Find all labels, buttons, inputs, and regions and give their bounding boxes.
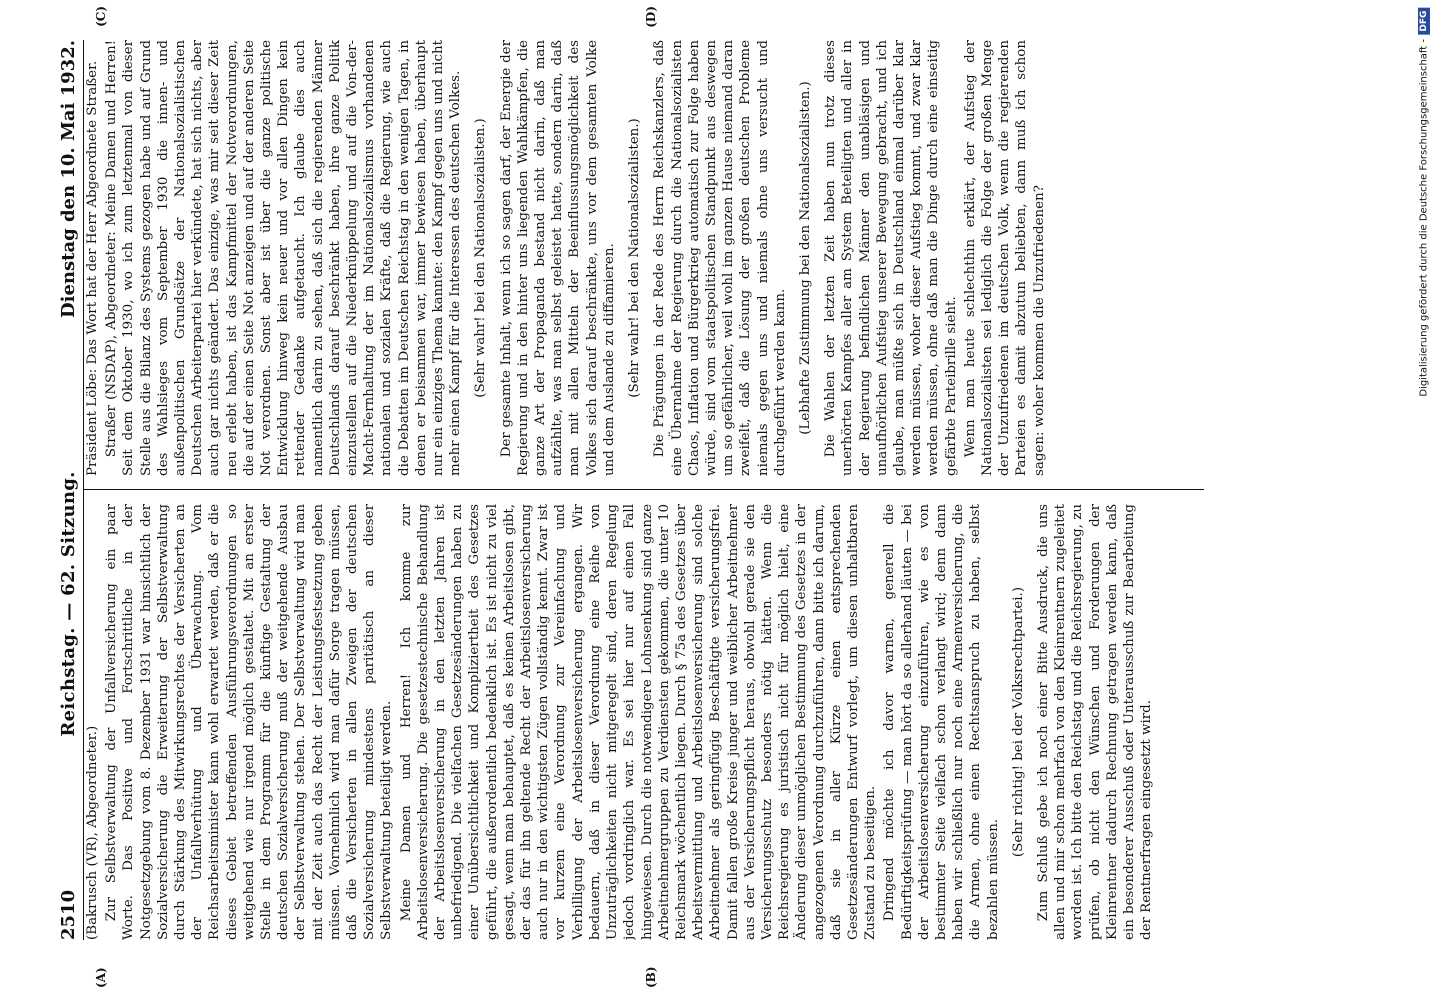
page-number: 2510 — [58, 889, 79, 940]
margin-marker-d: (D) — [644, 6, 658, 28]
right-paragraph: Wenn man heute schlechthin erklärt, der Aufstieg der Nationalsozialisten sei lediglich die Folge der großen Menge der Unzufriedenen im deutschen Volk, wenn die regierenden Parteien es damit abzutun beliebten, dann muß ich schon sagen: woher kommen die Unzufriedenen? — [962, 40, 1047, 476]
right-paragraph: Der gesamte Inhalt, wenn ich so sagen darf, der Energie der Regierung und in den hinter uns liegenden Wahlkämpfen, die ganze Art der Propaganda bestand nicht darin, daß man aufzählte, was man selbst geleistet hatte, sondern darin, daß man mit allen Mitteln der Beeinflussungsmöglichkeit des Volkes sich darauf beschränkte, uns vor dem gesamten Volke und dem Auslande zu diffamieren. — [498, 40, 617, 476]
rotated-page — [50, 0, 1290, 1000]
right-column — [84, 40, 1204, 476]
right-paragraph: Die Prägungen in der Rede des Herrn Reichskanzlers, daß eine Übernahme der Regierung durch die Nationalsozialisten Chaos, Inflation und Bürgerkrieg automatisch zur Folge haben würde, sind vom staatspolitischen Standpunkt aus deswegen um so gefährlicher, weil wohl im ganzen Hause niemand daran zweifelt, daß die Lösung der großen deutschen Probleme niemals gegen uns und niemals ohne uns versucht und durchgeführt werden kann. — [652, 40, 788, 476]
margin-marker-b: (B) — [644, 966, 658, 988]
session-date: Dienstag den 10. Mai 1932. — [58, 40, 79, 318]
left-paragraph: (Bakrusch (VR), Abgeordneter.) — [85, 725, 100, 940]
right-interjection: (Sehr wahr! bei den Nationalsozialisten.) — [473, 118, 489, 398]
text-columns — [84, 6, 1204, 988]
page-header — [50, 40, 84, 940]
session-title: Reichstag. — 62. Sitzung. — [58, 471, 79, 737]
right-paragraph: Straßer (NSDAP), Abgeordneter: Meine Damen und Herren! Seit dem Oktober 1930, wo ich zum letztenmal von dieser Stelle aus die Bilanz des Systems gezogen habe und auf Grund des Wahlsieges vom September 1930 die innen- und außenpolitischen Grundsätze der Nationalsozialistischen Deutschen Arbeiterpartei hier verkündete, hat sich nichts, aber auch gar nichts geändert. Das einzige, was mir seit dieser Zeit neu erlebt haben, ist das Kampfmittel der Notverordnungen, die auf der einen Seite Not anzeigen und auf der anderen Seite Not verordnen. Sonst aber ist über die ganze politische Entwicklung hinweg kein neuer und vor allen Dingen kein rettender Gedanke aufgetaucht. Ich glaube dies auch namentlich darin zu sehen, daß sich die regierenden Männer Deutschlands darauf beschränkt haben, ihre ganze Politik einzustellen auf die Niederknüppelung und auf die Von-der-Macht-Fernhaltung der im Nationalsozialismus vorhandenen nationalen und sozialen Kräfte, daß die Regierung, wie auch die Debatten im Deutschen Reichstag in den wenigen Tagen, in denen er beisammen war, immer bewiesen haben, überhaupt nur ein einziges Thema kannte: den Kampf gegen uns und nicht mehr einen Kampf für die Interessen des deutschen Volkes. — [104, 40, 464, 476]
left-paragraph: Dringend möchte ich davor warnen, generell die Bedürftigkeitsprüfung — man hört da so allerhand läuten — bei der Arbeitslosenversicherung einzuführen, wie es von bestimmter Seite vielfach schon verlangt wird; denn dann haben wir schließlich nur noch eine Armenversicherung, die die Armen, ohne einen Rechtsanspruch zu haben, selbst bezahlen müssen. — [882, 504, 1001, 940]
digitization-credit — [1418, 8, 1430, 397]
right-interjection: (Lebhafte Zustimmung bei den Nationalsozialisten.) — [797, 81, 813, 435]
column-divider — [84, 489, 1204, 490]
right-paragraph: Die Wahlen der letzten Zeit haben nun trotz dieses unerhörten Kampfes aller am System Beteiligten und aller in der Regierung befindlichen Männer den unabläsigen und unaufhörlichen Aufstieg unserer Bewegung gebracht, und ich glaube, man müßte sich in Deutschland einmal darüber klar werden müssen, woher dieser Aufstieg kommt, und zwar klar werden müssen, ohne daß man die Dinge durch eine einseitig gefärbte Parteibrille sieht. — [823, 40, 959, 476]
left-paragraph: Meine Damen und Herren! Ich komme zur Arbeitslosenversicherung. Die gesetzestechnische Behandlung der Arbeitslosenversicherung in den letzten Jahren ist unbefriedigend. Die vielfachen Gesetzesänderungen haben zu einer Unübersichtlichkeit und Kompliziertheit des Gesetzes geführt, die außerordentlich bedenklich ist. Es ist nicht zu viel gesagt, wenn man behauptet, daß es keinen Arbeitslosen gibt, der das für ihn geltende Recht der Arbeitslosenversicherung auch nur in den wichtigsten Zügen vollständig kennt. Zwar ist vor kurzem eine Verordnung zur Vereinfachung und Verbilligung der Arbeitslosenversicherung ergangen. Wir bedauern, daß in dieser Verordnung eine Reihe von Unzuträglichkeiten nicht mitgeregelt sind, deren Regelung jedoch vordringlich war. Es sei hier nur auf einen Fall hingewiesen. Durch die notwendigere Lohnsenkung sind ganze Arbeitnehmergruppen zu Verdiensten gekommen, die unter 10 Reichsmark wöchentlich liegen. Durch § 75a des Gesetzes über Arbeitsvermittlung und Arbeitslosenversicherung sind solche Arbeitnehmer als geringfügig Beschäftigte versicherungsfrei. Damit fallen große Kreise junger und weiblicher Arbeitnehmer aus der Versicherungspflicht heraus, obwohl gerade sie den Versicherungsschutz besonders nötig hätten. Wenn die Reichsregierung es juristisch nicht für möglich hielt, eine Änderung dieser unmöglichen Bestimmung des Gesetzes in der angezogenen Verordnung durchzuführen, dann bitte ich darum, daß sie in aller Kürze einen entsprechenden Gesetzesänderungen Entwurf vorlegt, um diesen unhaltbaren Zustand zu beseitigen. — [398, 504, 879, 940]
margin-marker-c: (C) — [94, 6, 108, 27]
credit-text: Digitalisierung gefördert durch die Deutsche Forschungsgemeinschaft - — [1418, 39, 1430, 397]
right-paragraph: Präsident Löbe: Das Wort hat der Herr Abgeordnete Straßer. — [85, 60, 100, 476]
left-paragraph: Zur Selbstverwaltung der Unfallversicherung ein paar Worte. Das Positive und Fortschrittliche in der Notgesetzgebung vom 8. Dezember 1931 war hinsichtlich der Sozialversicherung die Erweiterung der Selbstverwaltung durch Stärkung des Mitwirkungsrechtes der Versicherten an der Unfallverhütung und Überwachung. Vom Reichsarbeitsminister kann wohl erwartet werden, daß er die dieses Gebiet betreffenden Ausführungsverordnungen so weitgehend wie nur irgend möglich gestaltet. Mit an erster Stelle in dem Programm für die künftige Gestaltung der deutschen Sozialversicherung muß der weitgehende Ausbau der Selbstverwaltung stehen. Der Selbstverwaltung wird man mit der Zeit auch das Recht der Leistungsfestsetzung geben müssen. Vornehmlich wird man dafür Sorge tragen müssen, daß die Versicherten in allen Zweigen der deutschen Sozialversicherung mindestens paritätisch an dieser Selbstverwaltung beteiligt werden. — [104, 504, 395, 940]
left-paragraph: Zum Schluß gebe ich noch einer Bitte Ausdruck, die uns allen und mir schon mehrfach von den Kleinrentnern zugeleitet worden ist. Ich bitte den Reichstag und die Reichsregierung, zu prüfen, ob nicht den Wünschen und Forderungen der Kleinrentner dadurch Rechnung getragen werden kann, daß ein besonderer Ausschuß oder Unterausschuß zur Bearbeitung der Rentnerfragen eingesetzt wird. — [1035, 504, 1155, 940]
left-column — [84, 504, 1204, 940]
margin-marker-a: (A) — [94, 967, 108, 988]
dfg-logo: DFG — [1418, 8, 1430, 35]
left-interjection: (Sehr richtig! bei der Volksrechtpartei.) — [1010, 586, 1026, 858]
right-interjection: (Sehr wahr! bei den Nationalsozialisten.) — [627, 118, 643, 398]
